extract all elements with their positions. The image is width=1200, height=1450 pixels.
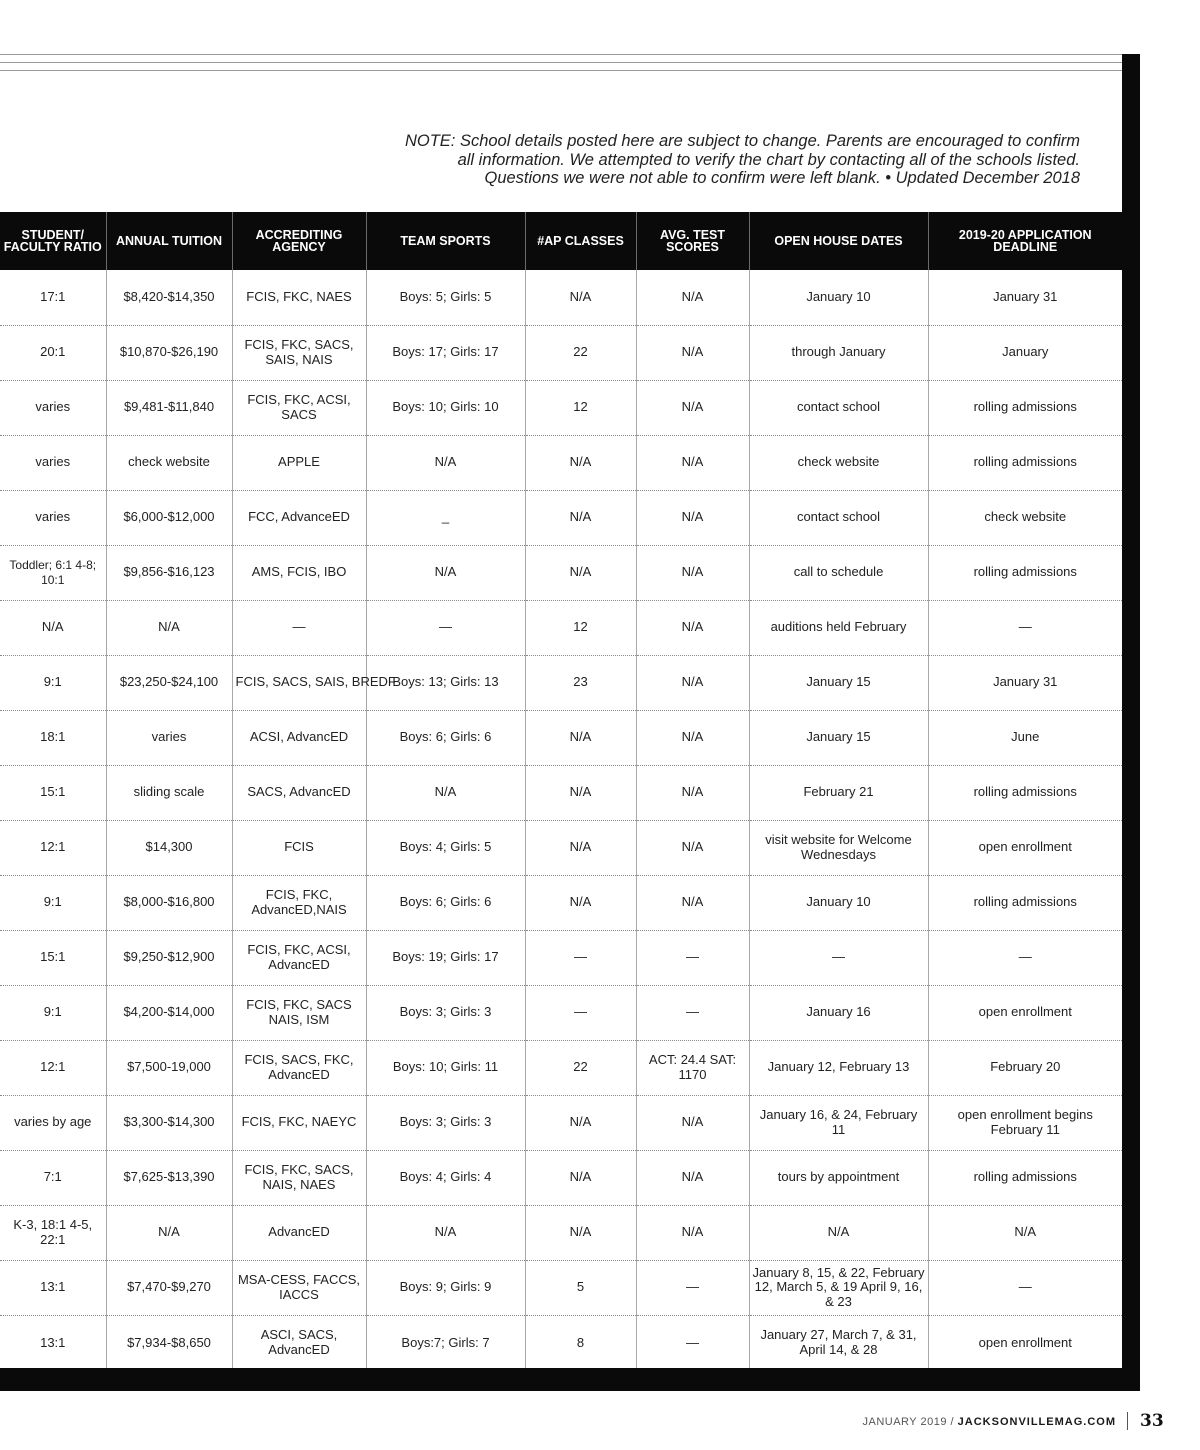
issue-date: JANUARY 2019 / [862, 1416, 955, 1428]
cell-deadline: — [928, 1260, 1122, 1315]
cell-deadline: January [928, 325, 1122, 380]
cell-scores: N/A [636, 490, 749, 545]
top-rule-3 [0, 70, 1122, 71]
header-scores: AVG. TEST SCORES [636, 212, 749, 270]
table-row [0, 490, 1122, 545]
cell-open-house: January 15 [749, 710, 928, 765]
cell-ap: N/A [525, 875, 636, 930]
cell-ap: N/A [525, 765, 636, 820]
cell-open-house: call to schedule [749, 545, 928, 600]
cell-deadline: open enrollment [928, 985, 1122, 1040]
cell-ratio: 9:1 [0, 985, 106, 1040]
cell-ap: 22 [525, 325, 636, 380]
cell-open-house: — [749, 930, 928, 985]
cell-scores: N/A [636, 875, 749, 930]
cell-scores: — [636, 1260, 749, 1315]
table-row [0, 765, 1122, 820]
cell-tuition: $7,934-$8,650 [106, 1315, 232, 1370]
cell-accrediting: APPLE [232, 435, 366, 490]
cell-scores: N/A [636, 545, 749, 600]
cell-tuition: $8,000-$16,800 [106, 875, 232, 930]
cell-scores: N/A [636, 820, 749, 875]
table-row [0, 1040, 1122, 1095]
cell-ratio: K-3, 18:1 4-5, 22:1 [0, 1205, 106, 1260]
cell-ratio: 13:1 [0, 1260, 106, 1315]
cell-sports: Boys: 10; Girls: 10 [366, 380, 525, 435]
table-row [0, 325, 1122, 380]
cell-sports: Boys: 3; Girls: 3 [366, 985, 525, 1040]
cell-scores: — [636, 930, 749, 985]
header-deadline: 2019-20 APPLICATION DEADLINE [928, 212, 1122, 270]
cell-tuition: $7,500-19,000 [106, 1040, 232, 1095]
footer-divider [1127, 1412, 1128, 1430]
cell-tuition: check website [106, 435, 232, 490]
cell-accrediting: FCIS, SACS, FKC, AdvancED [232, 1040, 366, 1095]
cell-open-house: visit website for Welcome Wednesdays [749, 820, 928, 875]
cell-sports: Boys: 19; Girls: 17 [366, 930, 525, 985]
cell-tuition: $14,300 [106, 820, 232, 875]
cell-ap: N/A [525, 1150, 636, 1205]
cell-tuition: $10,870-$26,190 [106, 325, 232, 380]
cell-ap: 12 [525, 600, 636, 655]
cell-tuition: $6,000-$12,000 [106, 490, 232, 545]
cell-deadline: rolling admissions [928, 875, 1122, 930]
cell-scores: N/A [636, 710, 749, 765]
cell-accrediting: — [232, 600, 366, 655]
cell-accrediting: SACS, AdvancED [232, 765, 366, 820]
cell-accrediting: FCIS, FKC, SACS, NAIS, NAES [232, 1150, 366, 1205]
cell-ap: — [525, 930, 636, 985]
cell-open-house: through January [749, 325, 928, 380]
cell-ap: N/A [525, 490, 636, 545]
table-row [0, 435, 1122, 490]
header-accrediting: ACCREDITING AGENCY [232, 212, 366, 270]
right-edge-bar [1122, 54, 1140, 1391]
cell-open-house: January 16, & 24, February 11 [749, 1095, 928, 1150]
page-number: 33 [1140, 1411, 1164, 1431]
cell-accrediting: MSA-CESS, FACCS, IACCS [232, 1260, 366, 1315]
table-row [0, 655, 1122, 710]
table-row [0, 1150, 1122, 1205]
cell-ratio: varies [0, 435, 106, 490]
cell-scores: — [636, 985, 749, 1040]
cell-deadline: check website [928, 490, 1122, 545]
table-row [0, 545, 1122, 600]
cell-ratio: 12:1 [0, 820, 106, 875]
cell-ap: N/A [525, 545, 636, 600]
note-line-3: Questions we were not able to confirm were left blank. • Updated December 2018 [484, 169, 1080, 187]
cell-deadline: January 31 [928, 270, 1122, 325]
cell-sports: Boys: 5; Girls: 5 [366, 270, 525, 325]
cell-scores: N/A [636, 435, 749, 490]
cell-ratio: 7:1 [0, 1150, 106, 1205]
cell-ratio: varies [0, 380, 106, 435]
note-line-2: all information. We attempted to verify the chart by contacting all of the schools listed. [457, 150, 1080, 169]
cell-ratio: varies [0, 490, 106, 545]
cell-sports: Boys:7; Girls: 7 [366, 1315, 525, 1370]
cell-accrediting: FCC, AdvanceED [232, 490, 366, 545]
cell-scores: N/A [636, 270, 749, 325]
cell-deadline: rolling admissions [928, 380, 1122, 435]
cell-open-house: auditions held February [749, 600, 928, 655]
table-row [0, 985, 1122, 1040]
cell-sports: N/A [366, 545, 525, 600]
table-row [0, 1260, 1122, 1315]
cell-open-house: January 15 [749, 655, 928, 710]
table-row [0, 600, 1122, 655]
cell-ratio: 15:1 [0, 765, 106, 820]
cell-deadline: rolling admissions [928, 1150, 1122, 1205]
cell-accrediting: FCIS, FKC, SACS NAIS, ISM [232, 985, 366, 1040]
cell-ratio: 18:1 [0, 710, 106, 765]
cell-deadline: rolling admissions [928, 435, 1122, 490]
table-row [0, 930, 1122, 985]
table-bottom-bar [0, 1368, 1140, 1391]
cell-sports: Boys: 6; Girls: 6 [366, 710, 525, 765]
cell-scores: N/A [636, 325, 749, 380]
cell-scores: N/A [636, 1205, 749, 1260]
header-open-house: OPEN HOUSE DATES [749, 212, 928, 270]
cell-sports: _ [366, 490, 525, 545]
disclaimer-note [300, 132, 1080, 188]
cell-tuition: varies [106, 710, 232, 765]
cell-scores: N/A [636, 765, 749, 820]
cell-open-house: N/A [749, 1205, 928, 1260]
cell-ratio: 13:1 [40, 1334, 66, 1350]
cell-ap: 8 [525, 1315, 636, 1370]
page-footer [760, 1416, 1116, 1428]
cell-deadline: open enrollment [928, 1315, 1122, 1370]
cell-sports: N/A [366, 435, 525, 490]
cell-tuition: sliding scale [106, 765, 232, 820]
cell-deadline: June [928, 710, 1122, 765]
cell-open-house: check website [749, 435, 928, 490]
cell-sports: Boys: 9; Girls: 9 [366, 1260, 525, 1315]
cell-sports: Boys: 13; Girls: 13 [366, 655, 525, 710]
cell-accrediting: FCIS [232, 820, 366, 875]
cell-tuition: $9,250-$12,900 [106, 930, 232, 985]
table-row [0, 270, 1122, 325]
cell-sports: — [366, 600, 525, 655]
cell-tuition: $7,625-$13,390 [106, 1150, 232, 1205]
site-link[interactable]: JACKSONVILLEMAG.COM [957, 1416, 1116, 1428]
cell-tuition: $7,470-$9,270 [106, 1260, 232, 1315]
cell-open-house: January 10 [749, 875, 928, 930]
cell-ap: 5 [525, 1260, 636, 1315]
cell-tuition: $9,481-$11,840 [106, 380, 232, 435]
cell-accrediting: ASCI, SACS, AdvancED [232, 1315, 366, 1370]
cell-ratio: 17:1 [0, 270, 106, 325]
cell-sports: N/A [366, 765, 525, 820]
cell-open-house: January 12, February 13 [749, 1040, 928, 1095]
cell-ap: — [525, 985, 636, 1040]
header-tuition: ANNUAL TUITION [106, 212, 232, 270]
cell-open-house: contact school [749, 490, 928, 545]
cell-open-house: January 27, March 7, & 31, April 14, & 28 [749, 1315, 928, 1370]
cell-deadline: February 20 [928, 1040, 1122, 1095]
header-sports: TEAM SPORTS [366, 212, 525, 270]
cell-open-house: contact school [749, 380, 928, 435]
cell-accrediting: FCIS, FKC, AdvancED,NAIS [232, 875, 366, 930]
cell-deadline: — [928, 930, 1122, 985]
cell-open-house: January 16 [749, 985, 928, 1040]
cell-scores: N/A [636, 655, 749, 710]
cell-accrediting: FCIS, FKC, SACS, SAIS, NAIS [232, 325, 366, 380]
cell-ap: 23 [525, 655, 636, 710]
cell-deadline: open enrollment [928, 820, 1122, 875]
table-row [0, 710, 1122, 765]
cell-ap: N/A [525, 1095, 636, 1150]
cell-ap: N/A [525, 820, 636, 875]
cell-accrediting: AMS, FCIS, IBO [232, 545, 366, 600]
cell-accrediting: AdvancED [232, 1205, 366, 1260]
header-ratio: STUDENT/ FACULTY RATIO [0, 212, 106, 270]
cell-deadline: — [928, 600, 1122, 655]
cell-tuition: N/A [106, 600, 232, 655]
cell-tuition: N/A [106, 1205, 232, 1260]
table-row [0, 1205, 1122, 1260]
cell-open-house: January 10 [749, 270, 928, 325]
cell-accrediting: FCIS, FKC, ACSI, AdvancED [232, 930, 366, 985]
cell-tuition: $8,420-$14,350 [106, 270, 232, 325]
cell-ap: N/A [525, 1205, 636, 1260]
cell-sports: Boys: 4; Girls: 4 [366, 1150, 525, 1205]
cell-deadline: N/A [928, 1205, 1122, 1260]
cell-ratio: 15:1 [0, 930, 106, 985]
cell-ap: 22 [525, 1040, 636, 1095]
cell-ap: N/A [525, 270, 636, 325]
table-row [0, 820, 1122, 875]
cell-ratio: 20:1 [0, 325, 106, 380]
cell-open-house: January 8, 15, & 22, February 12, March 5, & 19 April 9, 16, & 23 [749, 1260, 928, 1315]
table-row [0, 1095, 1122, 1150]
cell-deadline: rolling admissions [928, 545, 1122, 600]
cell-accrediting: FCIS, FKC, NAES [232, 270, 366, 325]
cell-accrediting: FCIS, FKC, ACSI, SACS [232, 380, 366, 435]
cell-accrediting: FCIS, SACS, SAIS, BREDF [232, 655, 366, 710]
cell-sports: Boys: 4; Girls: 5 [366, 820, 525, 875]
cell-ratio: 9:1 [0, 655, 106, 710]
cell-scores: ACT: 24.4 SAT: 1170 [636, 1040, 749, 1095]
schools-table [0, 212, 1122, 1370]
cell-sports: Boys: 17; Girls: 17 [366, 325, 525, 380]
table-row [0, 875, 1122, 930]
cell-ap: N/A [525, 435, 636, 490]
cell-ratio: 12:1 [0, 1040, 106, 1095]
cell-ratio: Toddler; 6:1 4-8; 10:1 [0, 545, 106, 600]
cell-ap: N/A [525, 710, 636, 765]
cell-tuition: $3,300-$14,300 [106, 1095, 232, 1150]
cell-deadline: open enrollment begins February 11 [928, 1095, 1122, 1150]
cell-accrediting: ACSI, AdvancED [232, 710, 366, 765]
cell-tuition: $23,250-$24,100 [106, 655, 232, 710]
table-row [0, 1315, 1122, 1370]
cell-ratio: varies by age [0, 1095, 106, 1150]
cell-sports: Boys: 10; Girls: 11 [366, 1040, 525, 1095]
cell-sports: N/A [366, 1205, 525, 1260]
cell-scores: N/A [636, 1150, 749, 1205]
note-line-1: NOTE: School details posted here are subject to change. Parents are encouraged to confirm [404, 132, 1080, 150]
cell-open-house: February 21 [749, 765, 928, 820]
table-header-row [0, 212, 1122, 270]
cell-open-house: tours by appointment [749, 1150, 928, 1205]
cell-tuition: $4,200-$14,000 [106, 985, 232, 1040]
cell-scores: N/A [636, 380, 749, 435]
cell-ratio: 9:1 [0, 875, 106, 930]
header-ap: #AP CLASSES [525, 212, 636, 270]
cell-scores: — [636, 1315, 749, 1370]
top-rule-2 [0, 62, 1122, 63]
cell-ratio: N/A [0, 600, 106, 655]
table-row [0, 380, 1122, 435]
cell-sports: Boys: 6; Girls: 6 [366, 875, 525, 930]
cell-deadline: January 31 [928, 655, 1122, 710]
cell-scores: N/A [636, 600, 749, 655]
cell-tuition: $9,856-$16,123 [106, 545, 232, 600]
cell-accrediting: FCIS, FKC, NAEYC [232, 1095, 366, 1150]
cell-deadline: rolling admissions [928, 765, 1122, 820]
cell-sports: Boys: 3; Girls: 3 [366, 1095, 525, 1150]
cell-scores: N/A [636, 1095, 749, 1150]
top-rule-1 [0, 54, 1122, 55]
cell-ap: 12 [525, 380, 636, 435]
